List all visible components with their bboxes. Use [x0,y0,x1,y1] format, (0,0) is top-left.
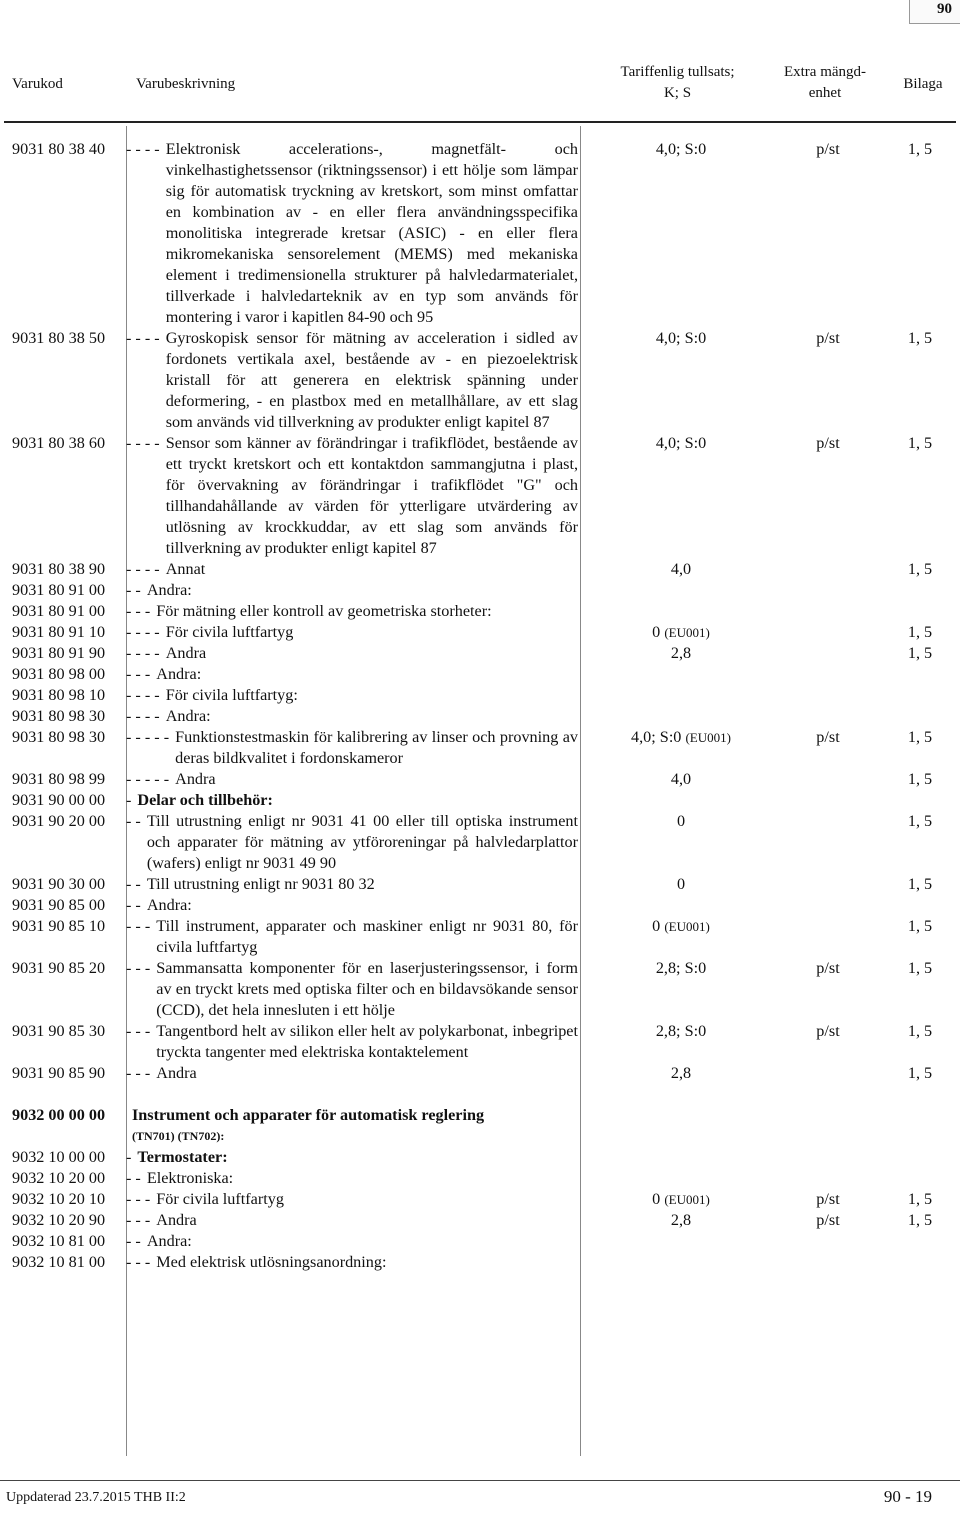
description-content: Till utrustning enligt nr 9031 41 00 eller till optiska instrument och apparater för mätning av ytföroreningar på halvledarplattor (wafers) enligt nr 9031 49 90 [146,812,578,872]
description-text [156,958,578,1021]
commodity-code: 9031 80 98 10 [12,686,106,704]
extra-unit: p/st [816,434,840,452]
table-row [0,895,960,916]
description-content: Delar och tillbehör: [137,791,273,809]
indent-dashes: - - - [126,665,151,683]
duty-value: 2,8; S:0 [655,1022,707,1040]
duty-eu-code: (EU001) [664,625,710,640]
duty-rate [596,433,766,454]
description-cell [126,1105,578,1147]
description-content: Tangentbord helt av silikon eller helt av polykarbonat, inbegripet tryckta tangenter med elektriska kontaktelement [156,1022,578,1061]
description-content: Andra: [165,707,211,725]
table-row [0,664,960,685]
description-cell [126,1147,578,1168]
annex: 1, 5 [907,329,933,347]
extra-unit: p/st [816,1190,840,1208]
indent-dashes: - - - [126,1064,151,1082]
duty-value: 0 [676,812,686,830]
description-text [166,706,578,727]
annex: 1, 5 [907,1190,933,1208]
indent-dashes: - - - [126,917,151,935]
table-row [0,433,960,559]
duty-value: 2,8 [670,644,692,662]
annex: 1, 5 [907,623,933,641]
duty-eu-code: (EU001) [664,1192,710,1207]
indent-dashes: - - [126,1169,141,1187]
description-text [175,769,578,790]
annex: 1, 5 [907,1064,933,1082]
annex: 1, 5 [907,812,933,830]
duty-rate [596,1063,766,1084]
table-row [0,916,960,958]
commodity-code: 9031 80 91 00 [12,581,106,599]
description-content: Funktionstestmaskin för kalibrering av linser och provning av deras bildkvalitet i fordonskameror [175,728,578,767]
description-cell [126,622,578,643]
duty-rate [596,1210,766,1231]
commodity-code: 9032 10 20 90 [12,1211,106,1229]
table-row [0,559,960,580]
table-row [0,790,960,811]
header-duty-line1: Tariffenlig tullsats; [620,64,735,80]
description-content: Andra [165,644,207,662]
header-unit [770,62,880,104]
duty-rate [596,643,766,664]
duty-value: 4,0; S:0 [631,728,682,746]
duty-value: 4,0; S:0 [655,329,707,347]
annex: 1, 5 [907,140,933,158]
annex: 1, 5 [907,728,933,746]
description-text [156,916,578,958]
indent-dashes: - - - [126,1253,151,1271]
commodity-code: 9031 90 20 00 [12,812,106,830]
indent-dashes: - [126,791,132,809]
duty-rate [596,559,766,580]
description-text [166,622,578,643]
description-text [166,685,578,706]
description-cell [126,1252,578,1273]
description-text [156,1189,578,1210]
description-content: För civila luftfartyg: [165,686,298,704]
table-row [0,580,960,601]
table-row [0,1147,960,1168]
annex: 1, 5 [907,770,933,788]
table-row [0,685,960,706]
annex: 1, 5 [907,560,933,578]
description-content: Annat [165,560,206,578]
description-content: Till utrustning enligt nr 9031 80 32 [146,875,375,893]
indent-dashes: - - [126,1232,141,1250]
annex: 1, 5 [907,1022,933,1040]
indent-dashes: - - - - - [126,770,170,788]
table-row [0,1189,960,1210]
indent-dashes: - - [126,875,141,893]
annex: 1, 5 [907,434,933,452]
description-text [147,895,578,916]
table-row [0,139,960,328]
commodity-code: 9031 80 98 00 [12,665,106,683]
description-text [156,664,578,685]
table-row [0,1168,960,1189]
duty-rate [596,1189,766,1210]
commodity-code: 9032 10 20 00 [12,1169,106,1187]
description-content: För mätning eller kontroll av geometriska storheter: [156,602,492,620]
description-cell [126,727,578,769]
table-row [0,328,960,433]
extra-unit: p/st [816,1211,840,1229]
description-text [137,1147,578,1168]
commodity-code: 9031 80 91 00 [12,602,106,620]
table-row [0,769,960,790]
description-content: Till instrument, apparater och maskiner enligt nr 9031 80, för civila luftfartyg [156,917,578,956]
header-unit-line1: Extra mängd- [783,64,867,80]
table-row [0,1063,960,1084]
header-duty [600,62,755,104]
duty-value: 0 [652,917,661,935]
description-content: Andra [156,1064,197,1082]
duty-rate [596,769,766,790]
description-cell [126,1021,578,1063]
tariff-table-body [0,139,960,1273]
footer-page-ref: 90 - 19 [883,1487,932,1506]
description-text [166,433,578,559]
table-row [0,601,960,622]
description-text [166,139,578,328]
commodity-code: 9032 10 81 00 [12,1253,106,1271]
indent-dashes: - - - - [126,140,160,158]
indent-dashes: - - - [126,602,151,620]
description-text [147,1231,578,1252]
description-text [156,1021,578,1063]
description-text [147,1168,578,1189]
commodity-code: 9031 90 85 10 [12,917,106,935]
commodity-code: 9031 80 98 30 [12,707,106,725]
description-content: Sammansatta komponenter för en laserjusteringssensor, i form av en tryckt krets med optiska filter och en bildavsökande sensor (CCD), det hela innesluten i ett hölje [156,959,578,1019]
indent-dashes: - - - - [126,707,160,725]
duty-value: 4,0 [670,770,692,788]
table-row [0,1021,960,1063]
description-content: Gyroskopisk sensor för mätning av acceleration i sidled av fordonets vertikala axel, bestående av - en piezoelektrisk kristall för att generera en elektrisk spänning under deformering, - en plastbox med en metallhållare, av ett slag som används vid tillverkning av produkter enligt kapitel 87 [165,329,578,431]
table-row [0,1231,960,1252]
indent-dashes: - [126,1148,132,1166]
description-cell [126,895,578,916]
description-content: För civila luftfartyg [156,1190,284,1208]
description-content: Andra: [156,665,202,683]
commodity-code: 9031 80 98 99 [12,770,106,788]
description-cell [126,559,578,580]
description-cell [126,706,578,727]
table-row [0,727,960,769]
description-content: Med elektrisk utlösningsanordning: [156,1253,387,1271]
indent-dashes: - - [126,581,141,599]
commodity-code: 9031 80 38 40 [12,140,106,158]
duty-rate [596,1021,766,1042]
header-duty-line2: K; S [663,85,692,101]
indent-dashes: - - - - [126,434,160,452]
commodity-code: 9032 10 20 10 [12,1190,106,1208]
description-cell [126,790,578,811]
description-cell [126,811,578,874]
description-cell [126,433,578,559]
duty-value: 4,0; S:0 [655,140,707,158]
duty-value: 2,8; S:0 [655,959,707,977]
table-row [0,706,960,727]
extra-unit: p/st [816,1022,840,1040]
duty-value: 4,0; S:0 [655,434,707,452]
indent-dashes: - - - [126,959,151,977]
commodity-code: 9031 80 38 50 [12,329,106,347]
description-content: Termostater: [137,1148,228,1166]
description-content: För civila luftfartyg [165,623,294,641]
description-text [175,727,578,769]
extra-unit: p/st [816,959,840,977]
header-unit-line2: enhet [808,85,842,101]
description-text [156,1210,578,1231]
duty-eu-code: (EU001) [685,730,731,745]
page-number-box [909,0,960,24]
commodity-code: 9031 90 85 90 [12,1064,106,1082]
description-cell [126,1189,578,1210]
duty-rate [596,727,766,748]
description-text [166,643,578,664]
page-footer [0,1480,960,1513]
duty-rate [596,622,766,643]
description-content: Andra: [146,581,192,599]
description-content: Instrument och apparater för automatisk reglering [132,1106,485,1124]
table-row [0,811,960,874]
header-code: Varukod [12,76,63,92]
header-divider [4,121,956,123]
duty-value: 0 [676,875,686,893]
page-number: 90 [937,1,952,17]
commodity-code: 9031 90 85 00 [12,896,106,914]
description-text [132,1105,578,1147]
extra-unit: p/st [816,329,840,347]
description-text [156,1252,578,1273]
table-row [0,622,960,643]
indent-dashes: - - - [126,1190,151,1208]
description-cell [126,664,578,685]
duty-value: 0 [652,623,661,641]
description-text [147,811,578,874]
extra-unit: p/st [816,728,840,746]
description-cell [126,139,578,328]
description-cell [126,1063,578,1084]
table-row [0,1210,960,1231]
header-annex: Bilaga [903,76,943,92]
description-text [137,790,578,811]
annex: 1, 5 [907,917,933,935]
indent-dashes: - - - - - [126,728,170,746]
extra-unit: p/st [816,140,840,158]
table-row [0,643,960,664]
description-cell [126,769,578,790]
description-cell [126,916,578,958]
description-cell [126,580,578,601]
description-text [147,874,578,895]
description-content: Elektroniska: [146,1169,234,1187]
description-content: Andra: [146,896,192,914]
row-spacer [0,1084,960,1105]
description-content: Andra [175,770,216,788]
commodity-code: 9031 80 91 10 [12,623,106,641]
description-cell [126,874,578,895]
description-cell [126,958,578,1021]
description-text [166,559,578,580]
description-cell [126,685,578,706]
duty-value: 2,8 [670,1211,692,1229]
annex: 1, 5 [907,1211,933,1229]
commodity-code: 9032 10 81 00 [12,1232,106,1250]
duty-rate [596,916,766,937]
description-cell [126,643,578,664]
duty-value: 2,8 [670,1064,692,1082]
description-text [156,601,578,622]
commodity-code: 9031 80 98 30 [12,728,106,746]
duty-rate [596,139,766,160]
table-row [0,958,960,1021]
description-content: Andra: [146,1232,192,1250]
table-row [0,1105,960,1147]
table-row [0,874,960,895]
footer-updated: Uppdaterad 23.7.2015 THB II:2 [6,1490,186,1505]
table-header [0,45,960,123]
commodity-code: 9031 90 00 00 [12,791,106,809]
commodity-code: 9031 80 91 90 [12,644,106,662]
indent-dashes: - - - - [126,623,160,641]
annex: 1, 5 [907,959,933,977]
description-cell [126,328,578,433]
header-description: Varubeskrivning [136,76,236,92]
annex: 1, 5 [907,875,933,893]
indent-dashes: - - - - [126,644,160,662]
indent-dashes: - - [126,896,141,914]
table-row [0,1252,960,1273]
indent-dashes: - - - - [126,686,160,704]
indent-dashes: - - - - [126,329,160,347]
commodity-code: 9032 00 00 00 [12,1106,106,1124]
duty-rate [596,958,766,979]
description-text [156,1063,578,1084]
duty-value: 0 [652,1190,661,1208]
commodity-code: 9031 90 85 20 [12,959,106,977]
description-cell [126,601,578,622]
indent-dashes: - - - [126,1211,151,1229]
description-note: (TN701) (TN702): [132,1129,225,1143]
description-content: Andra [156,1211,197,1229]
description-text [147,580,578,601]
description-cell [126,1210,578,1231]
description-cell [126,1231,578,1252]
description-text [166,328,578,433]
duty-eu-code: (EU001) [664,919,710,934]
duty-rate [596,874,766,895]
duty-rate [596,328,766,349]
description-content: Sensor som känner av förändringar i trafikflödet, bestående av ett tryckt kretskort och ett kontaktdon sammangjutna i plast, för övervakning av förändringar i trafikflödet "G" och tillhandahållande av värden för ytterligare utvärdering av utlösning av krockkuddar, av ett slag som används för tillverkning av produkter enligt kapitel 87 [165,434,578,557]
commodity-code: 9032 10 00 00 [12,1148,106,1166]
description-content: Elektronisk accelerations-, magnetfält- och vinkelhastighetssensor (riktningssensor) i ett hölje som lämpar sig för automatisk tryckning av kretskort, som minst omfattar en kombination av - en eller flera användningsspecifika monolitiska integrerade kretsar (ASIC) - en eller flera mikromekaniska sensorelement (MEMS) med mekaniska element i tredimensionella strukturer på halvledarmaterialet, tillverkade i halvledarteknik av en typ som används för montering i varor i kapitlen 84-90 och 95 [165,140,578,326]
duty-rate [596,811,766,832]
commodity-code: 9031 80 38 60 [12,434,106,452]
indent-dashes: - - [126,812,141,830]
commodity-code: 9031 90 85 30 [12,1022,106,1040]
indent-dashes: - - - [126,1022,151,1040]
annex: 1, 5 [907,644,933,662]
indent-dashes: - - - - [126,560,160,578]
duty-value: 4,0 [670,560,692,578]
commodity-code: 9031 80 38 90 [12,560,106,578]
description-cell [126,1168,578,1189]
commodity-code: 9031 90 30 00 [12,875,106,893]
